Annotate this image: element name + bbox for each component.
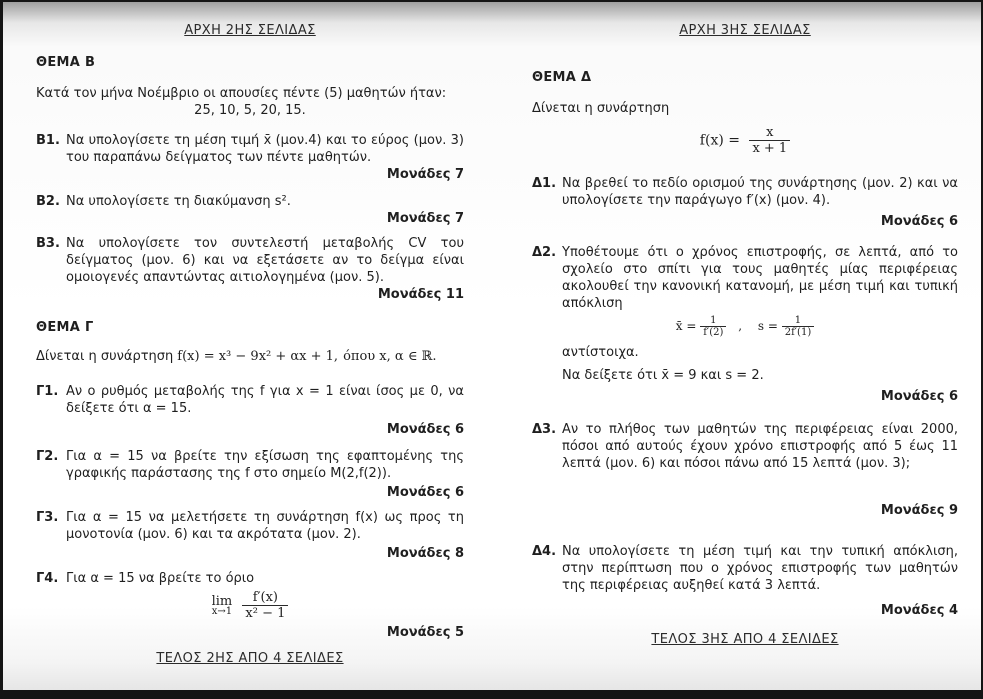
question-g3-text: Για α = 15 να μελετήσετε τη συνάρτηση f(x) ως προς τη μονοτονία (μον. 6) και τα ακρότατα (μον. 2). <box>66 510 464 542</box>
question-g2-text: Για α = 15 να βρείτε την εξίσωση της εφαπτομένης της γραφικής παράστασης της f στο σημείο M(2,f(2)). <box>66 449 464 481</box>
question-b1-points: Μονάδες 7 <box>386 167 464 182</box>
theme-g-domain: όπου x, α ∈ ℝ. <box>343 349 437 364</box>
theme-b-intro: Κατά τον μήνα Νοέμβριο οι απουσίες πέντε (5) μαθητών ήταν: <box>36 86 447 101</box>
question-d4 <box>532 543 958 594</box>
page-3 <box>532 2 958 648</box>
question-g4-number: Γ4. <box>36 571 59 586</box>
theme-g-intro-prefix: Δίνεται η συνάρτηση <box>36 349 174 364</box>
s-lhs: s = <box>757 319 778 333</box>
limit-fraction-numerator: f′(x) <box>242 590 288 606</box>
function-denominator: x + 1 <box>752 141 788 156</box>
question-g2-number: Γ2. <box>36 449 59 464</box>
question-g3 <box>36 509 464 543</box>
question-d2-after-formula: αντίστοιχα. <box>562 345 639 360</box>
theme-b-title: ΘΕΜΑ Β <box>36 55 96 70</box>
question-d3-number: Δ3. <box>532 422 557 437</box>
question-b2 <box>36 193 464 210</box>
theme-g-intro <box>36 348 464 365</box>
s-fraction <box>782 315 815 338</box>
question-g4-text: Για α = 15 να βρείτε το όριο <box>66 571 255 586</box>
page-2-header: ΑΡΧΗ 2ΗΣ ΣΕΛΙΔΑΣ <box>184 23 316 38</box>
question-b2-points: Μονάδες 7 <box>386 211 464 226</box>
function-formula <box>532 125 958 156</box>
s-fraction-numerator: 1 <box>782 315 815 327</box>
theme-g-function: f(x) = x³ − 9x² + αx + 1, <box>177 349 339 364</box>
question-g1 <box>36 383 464 417</box>
question-b3-number: Β3. <box>36 236 60 251</box>
question-g4-points: Μονάδες 5 <box>386 625 464 640</box>
question-d2-points: Μονάδες 6 <box>880 389 958 404</box>
question-d1-points: Μονάδες 6 <box>880 214 958 229</box>
mean-sd-formula <box>532 315 958 338</box>
limit-subscript: x→1 <box>211 606 233 617</box>
function-fraction <box>749 125 790 156</box>
xbar-lhs: x̄ = <box>675 319 697 333</box>
question-g3-points: Μονάδες 8 <box>386 546 464 561</box>
question-d1 <box>532 175 958 209</box>
question-d2 <box>532 244 958 312</box>
limit-operator <box>212 594 233 617</box>
page-2-footer: ΤΕΛΟΣ 2ΗΣ ΑΠΟ 4 ΣΕΛΙΔΕΣ <box>156 651 344 666</box>
question-b1 <box>36 132 464 166</box>
page-3-header: ΑΡΧΗ 3ΗΣ ΣΕΛΙΔΑΣ <box>679 23 811 38</box>
question-b1-text: Να υπολογίσετε τη μέση τιμή x̄ (μον.4) και το εύρος (μον. 3) του παραπάνω δείγματος των πέντε μαθητών. <box>66 133 464 165</box>
question-g4 <box>36 570 464 587</box>
question-d3-points: Μονάδες 9 <box>880 503 958 518</box>
page-2 <box>36 2 464 667</box>
function-numerator: x <box>749 125 790 141</box>
function-lhs: f(x) = <box>699 132 740 149</box>
question-g2 <box>36 448 464 482</box>
exam-paper <box>3 2 981 690</box>
limit-formula <box>36 590 464 621</box>
xbar-fraction <box>700 315 726 338</box>
question-d1-number: Δ1. <box>532 176 557 191</box>
question-g2-points: Μονάδες 6 <box>386 485 464 500</box>
s-fraction-denominator: 2f′(1) <box>784 327 812 338</box>
question-g1-points: Μονάδες 6 <box>386 422 464 437</box>
theme-g-title: ΘΕΜΑ Γ <box>36 320 94 335</box>
question-d3 <box>532 421 958 472</box>
xbar-fraction-numerator: 1 <box>700 315 726 327</box>
page-3-footer: ΤΕΛΟΣ 3ΗΣ ΑΠΟ 4 ΣΕΛΙΔΕΣ <box>651 632 839 647</box>
question-d4-number: Δ4. <box>532 544 557 559</box>
question-d2-closing: Να δείξετε ότι x̄ = 9 και s = 2. <box>562 368 764 383</box>
theme-d-title: ΘΕΜΑ Δ <box>532 70 592 85</box>
limit-word: lim <box>211 594 233 609</box>
question-b2-text: Να υπολογίσετε τη διακύμανση s². <box>66 194 291 209</box>
question-d3-text: Αν το πλήθος των μαθητών της περιφέρειας είναι 2000, πόσοι από αυτούς έχουν χρόνο επιστροφής από 5 έως 11 λεπτά (μον. 6) και πόσοι πάνω από 15 λεπτά (μον. 3); <box>562 422 958 471</box>
xbar-fraction-denominator: f′(2) <box>703 327 724 338</box>
question-b1-number: Β1. <box>36 133 60 148</box>
question-b3-text: Να υπολογίσετε τον συντελεστή μεταβολής CV του δείγματος (μον. 6) και να εξετάσετε αν το δείγμα είναι ομοιογενές απαντώντας αιτιολογημένα (μον. 5). <box>66 236 464 285</box>
limit-fraction <box>242 590 288 621</box>
question-b3 <box>36 235 464 286</box>
theme-b-values: 25, 10, 5, 20, 15. <box>194 103 306 118</box>
question-d1-text: Να βρεθεί το πεδίο ορισμού της συνάρτησης (μον. 2) και να υπολογίσετε την παράγωγο f′(x) (μον. 4). <box>562 176 958 208</box>
theme-d-intro: Δίνεται η συνάρτηση <box>532 101 670 116</box>
question-g1-number: Γ1. <box>36 384 59 399</box>
question-b2-number: Β2. <box>36 194 60 209</box>
question-d4-text: Να υπολογίσετε τη μέση τιμή και την τυπική απόκλιση, στην περίπτωση που ο χρόνος επιστροφής των μαθητών της περιφέρειας αυξηθεί κατά 3 λεπτά. <box>562 544 958 593</box>
question-g3-number: Γ3. <box>36 510 59 525</box>
question-d2-text: Υποθέτουμε ότι ο χρόνος επιστροφής, σε λεπτά, από το σχολείο στο σπίτι για τους μαθητές μίας περιφέρειας ακολουθεί την κανονική κατανομή, με μέση τιμή και τυπική απόκλιση <box>562 245 958 311</box>
limit-fraction-denominator: x² − 1 <box>245 606 286 621</box>
formula-separator: , <box>738 319 743 333</box>
question-d2-number: Δ2. <box>532 245 557 260</box>
question-d4-points: Μονάδες 4 <box>880 603 958 618</box>
question-g1-text: Αν ο ρυθμός μεταβολής της f για x = 1 είναι ίσος με 0, να δείξετε ότι α = 15. <box>66 384 464 416</box>
question-b3-points: Μονάδες 11 <box>377 287 464 302</box>
